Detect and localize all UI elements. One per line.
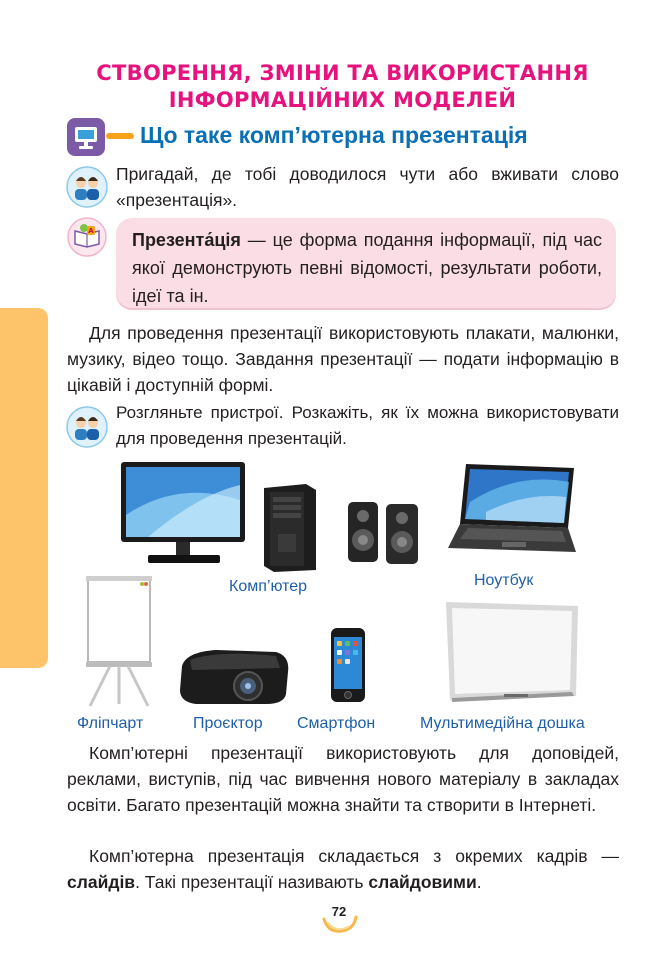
paragraph-3-part-2: . Такі презентації називають bbox=[135, 872, 369, 892]
book-abc-icon bbox=[67, 217, 107, 257]
kids-icon bbox=[66, 406, 108, 448]
definition-text bbox=[132, 226, 602, 310]
paragraph-3-part-1: Комп’ютерна презентація складається з окремих кадрів — bbox=[89, 846, 619, 866]
caption-laptop: Ноутбук bbox=[474, 572, 534, 589]
definition-term: Презента́ція bbox=[132, 230, 241, 250]
paragraph-1: Для проведення презентації використовують плакати, малюнки, музику, відео тощо. Завдання презентації — подати інформацію в цікавій і доступній формі. bbox=[67, 323, 619, 395]
paragraph-3-bold-1: слайдів bbox=[67, 872, 136, 892]
page-title-line-2: ІНФОРМАЦІЙНИХ МОДЕЛЕЙ bbox=[168, 88, 517, 112]
caption-board: Мультимедійна дошка bbox=[420, 715, 585, 732]
caption-flipchart: Фліпчарт bbox=[77, 715, 144, 732]
paragraph-3-bold-2: слайдовими bbox=[368, 872, 477, 892]
smartboard-image bbox=[444, 600, 580, 704]
caption-projector: Проєктор bbox=[193, 715, 263, 732]
speakers-image bbox=[346, 500, 420, 566]
pc-tower-image bbox=[262, 482, 318, 572]
paragraph-2: Комп’ютерні презентації використовують для доповідей, реклами, виступів, під час вивчення нового матеріалу в закладах освіти. Багато презентацій можна знайти та створити в Інтернеті. bbox=[67, 743, 619, 815]
recall-text: Пригадай, де тобі доводилося чути або вживати слово «презентація». bbox=[116, 164, 619, 210]
paragraph-3-part-3: . bbox=[476, 872, 482, 892]
side-tab bbox=[0, 308, 48, 668]
smartphone-image bbox=[330, 627, 366, 703]
task-text: Розгляньте пристрої. Розкажіть, як їх можна використовувати для проведення презентацій. bbox=[116, 403, 619, 448]
monitor-icon bbox=[67, 118, 105, 156]
section-heading: Що таке комп’ютерна презентація bbox=[140, 122, 528, 148]
caption-computer: Комп’ютер bbox=[229, 578, 308, 595]
laptop-image bbox=[446, 462, 578, 562]
page-title-line-1: СТВОРЕННЯ, ЗМІНИ ТА ВИКОРИСТАННЯ bbox=[96, 61, 589, 85]
page-number: 72 bbox=[331, 904, 347, 919]
caption-smartphone: Смартфон bbox=[297, 715, 376, 732]
svg-text:A: A bbox=[88, 227, 94, 235]
paragraph-3 bbox=[67, 843, 619, 895]
monitor-image bbox=[118, 460, 250, 570]
flipchart-image bbox=[80, 576, 158, 708]
kids-icon bbox=[66, 166, 108, 208]
definition-body: — це форма подання інформації, під час якої демонструють певні відомості, результати роботи, ідеї та ін. bbox=[132, 230, 602, 306]
projector-image bbox=[176, 642, 292, 710]
heading-dash bbox=[106, 133, 134, 139]
